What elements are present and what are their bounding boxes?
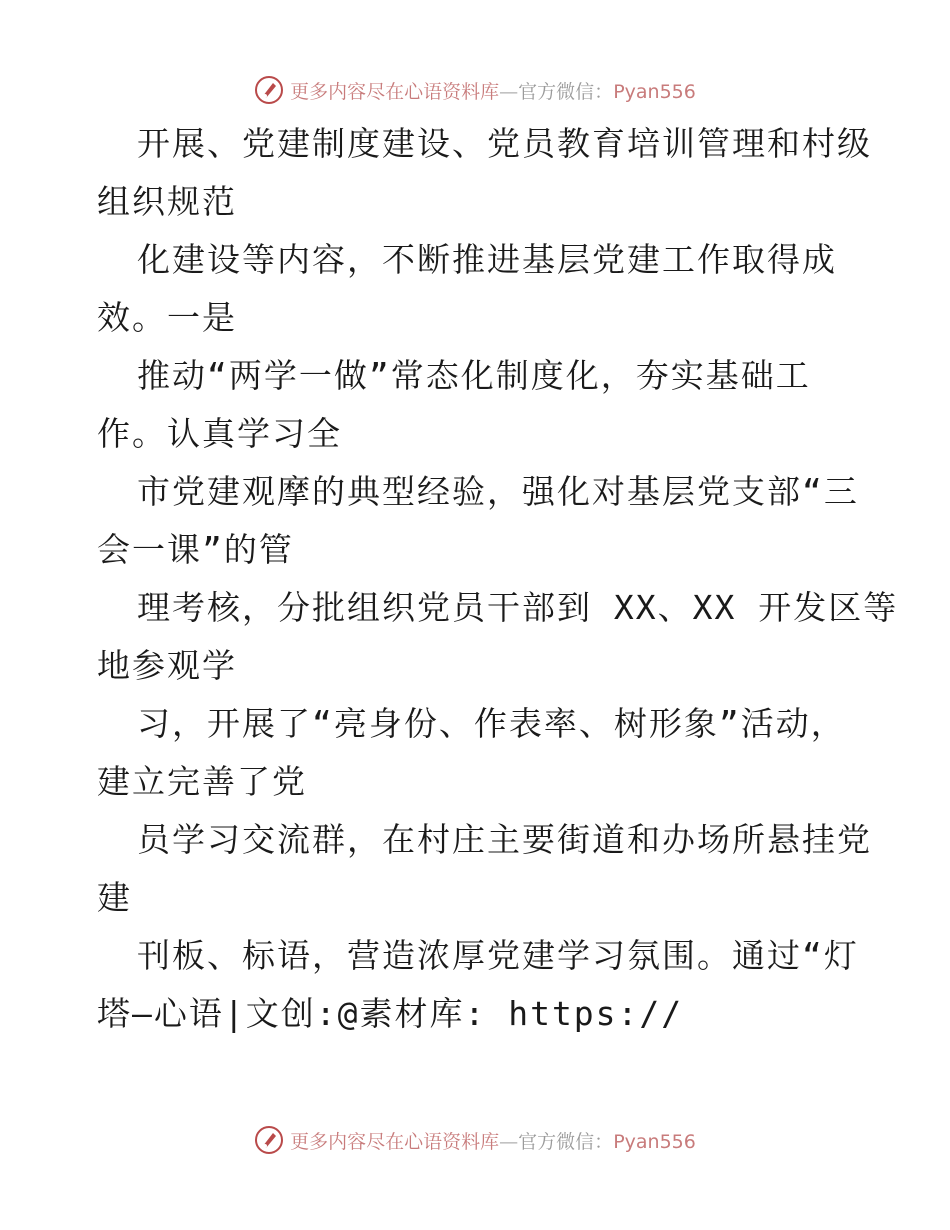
text-line: 开展、党建制度建设、党员教育培训管理和村级 xyxy=(137,124,872,163)
header-watermark xyxy=(0,73,950,107)
text-line: 地参观学 xyxy=(97,646,237,685)
text-line: 刊板、标语，营造浓厚党建学习氛围。通过“灯 xyxy=(137,936,859,975)
text-line: 员学习交流群，在村庄主要街道和办场所悬挂党 xyxy=(137,820,872,859)
text-line: 建立完善了党 xyxy=(97,762,307,801)
text-line: 建 xyxy=(97,878,132,917)
footer-watermark xyxy=(0,1123,950,1157)
pen-nib-icon xyxy=(254,75,284,105)
text-line: 市党建观摩的典型经验，强化对基层党支部“三 xyxy=(137,472,859,511)
pen-nib-icon xyxy=(254,1125,284,1155)
document-body xyxy=(97,124,899,1034)
text-line: 理考核，分批组织党员干部到 XX、XX 开发区等 xyxy=(137,588,899,627)
text-line: 塔—心语|文创:@素材库: https:// xyxy=(97,994,684,1033)
watermark-text: 更多内容尽在心语资料库—官方微信：Pyan556 xyxy=(290,80,696,103)
text-line: 组织规范 xyxy=(97,182,237,221)
text-line: 化建设等内容，不断推进基层党建工作取得成 xyxy=(137,240,837,279)
watermark-text: 更多内容尽在心语资料库—官方微信：Pyan556 xyxy=(290,1130,696,1153)
text-line: 效。一是 xyxy=(97,298,237,337)
text-line: 推动“两学一做”常态化制度化，夯实基础工 xyxy=(137,356,811,395)
text-line: 会一课”的管 xyxy=(97,530,294,569)
text-line: 习，开展了“亮身份、作表率、树形象”活动， xyxy=(137,704,846,743)
text-line: 作。认真学习全 xyxy=(97,414,342,453)
